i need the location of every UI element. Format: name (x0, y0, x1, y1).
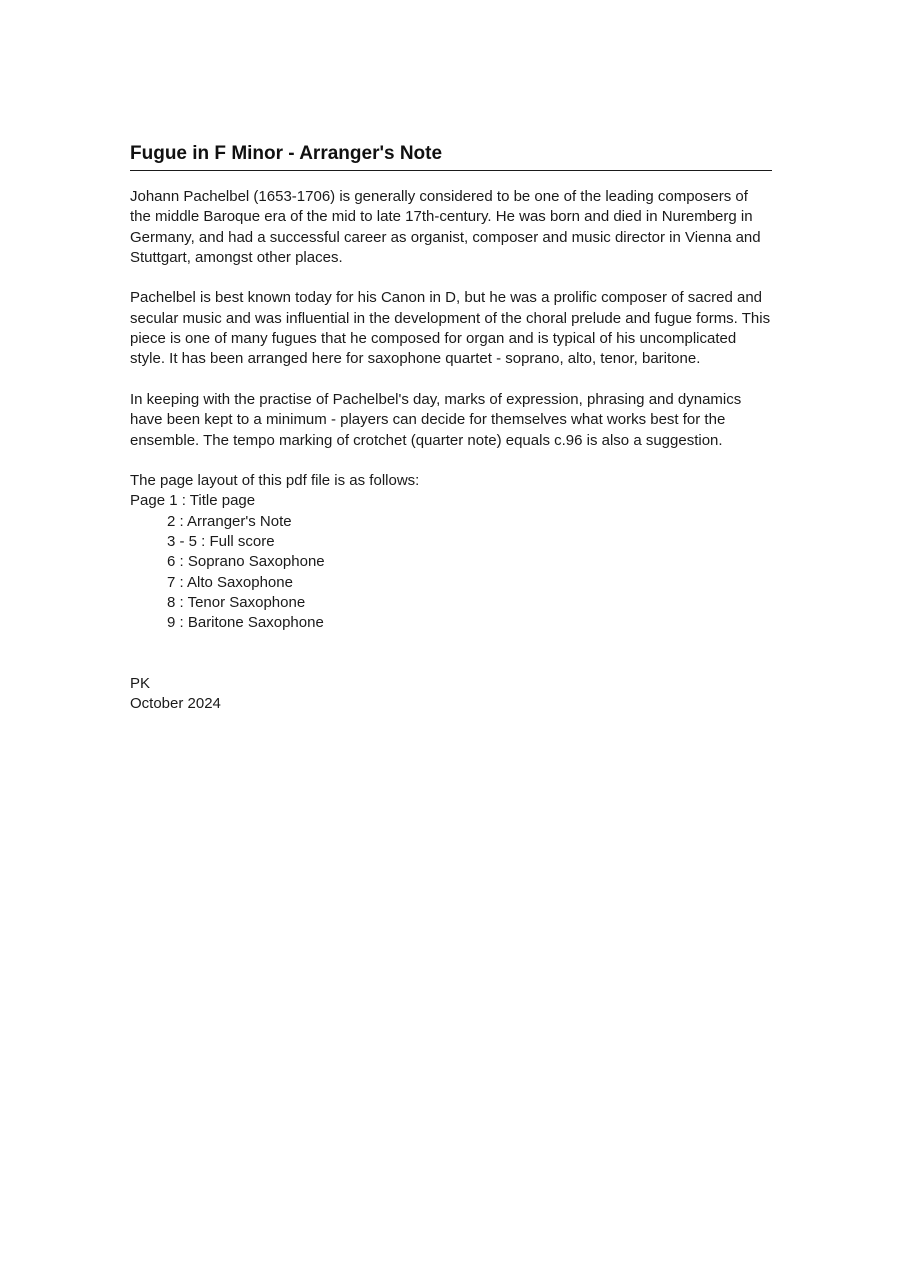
layout-intro: The page layout of this pdf file is as follows: (130, 472, 420, 490)
list-item: 9 : Baritone Saxophone (167, 614, 324, 632)
list-item: 7 : Alto Saxophone (167, 573, 293, 591)
paragraph-biography: Johann Pachelbel (1653-1706) is generally considered to be one of the leading composers of the middle Baroque era of the mid to late 17th-century. He was born and died in Nuremberg in Germany, and had a successful career as organist, composer and music director in Vienna and Stuttgart, amongst other places. (130, 188, 761, 266)
page-layout-list (130, 491, 772, 633)
signoff (130, 674, 772, 715)
document-body (130, 187, 772, 715)
list-item: 2 : Arranger's Note (167, 512, 292, 530)
author-initials: PK (130, 675, 151, 693)
list-item: 8 : Tenor Saxophone (167, 593, 306, 611)
paragraph-performance: In keeping with the practise of Pachelbel's day, marks of expression, phrasing and dynamics have been kept to a minimum - players can decide for themselves what works best for the ensemble. The tempo marking of crotchet (quarter note) equals c.96 is also a suggestion. (130, 390, 742, 449)
paragraph-works: Pachelbel is best known today for his Canon in D, but he was a prolific composer of sacred and secular music and was influential in the development of the choral prelude and fugue forms. This piece is one of many fugues that he composed for organ and is typical of his uncomplicated style. It has been arranged here for saxophone quartet - soprano, alto, tenor, baritone. (130, 289, 771, 368)
signoff-date: October 2024 (130, 695, 221, 713)
list-item: Page 1 : Title page (130, 492, 256, 510)
document-page (130, 140, 772, 715)
page-title: Fugue in F Minor - Arranger's Note (130, 140, 772, 171)
list-item: 3 - 5 : Full score (167, 533, 275, 551)
list-item: 6 : Soprano Saxophone (167, 553, 325, 571)
